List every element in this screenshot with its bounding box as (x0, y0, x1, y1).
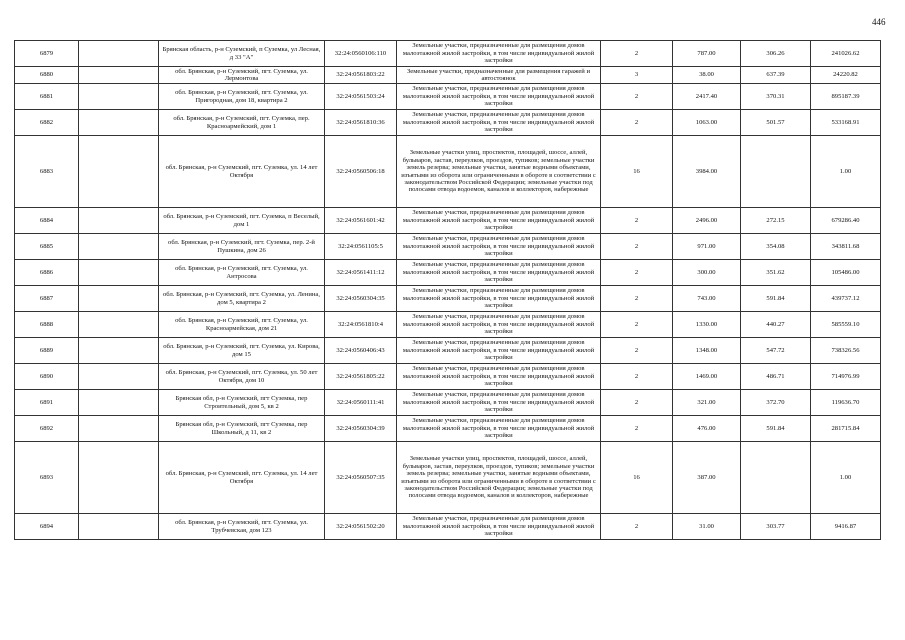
specific-value-cell: 591.84 (741, 286, 811, 312)
row-number-cell: 6883 (15, 136, 79, 208)
permitted-use-cell: Земельные участки, предназначенные для размещения домов малоэтажной жилой застройки, в том числе индивидуальной жилой застройки (397, 390, 601, 416)
table-row (15, 514, 881, 540)
table-row (15, 208, 881, 234)
area-cell: 1063.00 (673, 110, 741, 136)
area-cell: 300.00 (673, 260, 741, 286)
area-cell: 31.00 (673, 514, 741, 540)
area-cell: 787.00 (673, 41, 741, 67)
specific-value-cell: 306.26 (741, 41, 811, 67)
gap-cell (79, 364, 159, 390)
specific-value-cell: 272.15 (741, 208, 811, 234)
specific-value-cell: 486.71 (741, 364, 811, 390)
permitted-use-cell: Земельные участки улиц, проспектов, площадей, шоссе, аллей, бульваров, застав, переулков, проездов, тупиков; земельные участки земель резерва; земельные участки, занятые водными объектами, изъятыми из оборота или ограниченными в обороте в соответствии с законодательством Российской Федерации; земельные участки под полосами отвода водоемов, каналов и коллекторов, набережные (397, 442, 601, 514)
gap-cell (79, 390, 159, 416)
permitted-use-cell: Земельные участки, предназначенные для размещения домов малоэтажной жилой застройки, в том числе индивидуальной жилой застройки (397, 234, 601, 260)
gap-cell (79, 208, 159, 234)
permitted-use-cell: Земельные участки, предназначенные для размещения домов малоэтажной жилой застройки, в том числе индивидуальной жилой застройки (397, 110, 601, 136)
permitted-use-cell: Земельные участки, предназначенные для размещения домов малоэтажной жилой застройки, в том числе индивидуальной жилой застройки (397, 514, 601, 540)
gap-cell (79, 312, 159, 338)
use-group-cell: 2 (601, 312, 673, 338)
use-group-cell: 16 (601, 136, 673, 208)
permitted-use-cell: Земельные участки, предназначенные для размещения домов малоэтажной жилой застройки, в том числе индивидуальной жилой застройки (397, 286, 601, 312)
address-cell: обл. Брянская, р-н Суземский, пгт. Суземка, ул. Ленина, дом 5, квартира 2 (159, 286, 325, 312)
cadastral-value-table (14, 40, 881, 540)
address-cell: обл. Брянская, р-н Суземский, пгт. Суземка, пер. 2-й Пушкина, дом 26 (159, 234, 325, 260)
table-row (15, 67, 881, 84)
row-number-cell: 6888 (15, 312, 79, 338)
use-group-cell: 2 (601, 390, 673, 416)
table-row (15, 41, 881, 67)
cadastral-value-cell: 281715.84 (811, 416, 881, 442)
cadastral-number-cell: 32:24:0560304:35 (325, 286, 397, 312)
cadastral-number-cell: 32:24:0561803:22 (325, 67, 397, 84)
area-cell: 743.00 (673, 286, 741, 312)
page-number: 446 (872, 17, 886, 27)
use-group-cell: 2 (601, 84, 673, 110)
specific-value-cell: 547.72 (741, 338, 811, 364)
cadastral-number-cell: 32:24:0560106:110 (325, 41, 397, 67)
row-number-cell: 6885 (15, 234, 79, 260)
cadastral-number-cell: 32:24:0560506:18 (325, 136, 397, 208)
cadastral-number-cell: 32:24:0560111:41 (325, 390, 397, 416)
area-cell: 387.00 (673, 442, 741, 514)
use-group-cell: 2 (601, 286, 673, 312)
address-cell: обл. Брянская, р-н Суземский, пгт. Суземка, ул. Лермонтова (159, 67, 325, 84)
row-number-cell: 6881 (15, 84, 79, 110)
row-number-cell: 6889 (15, 338, 79, 364)
row-number-cell: 6884 (15, 208, 79, 234)
cadastral-value-cell: 1.00 (811, 136, 881, 208)
permitted-use-cell: Земельные участки, предназначенные для размещения домов малоэтажной жилой застройки, в том числе индивидуальной жилой застройки (397, 84, 601, 110)
area-cell: 476.00 (673, 416, 741, 442)
gap-cell (79, 41, 159, 67)
cadastral-value-cell: 533168.91 (811, 110, 881, 136)
use-group-cell: 2 (601, 514, 673, 540)
cadastral-value-cell: 439737.12 (811, 286, 881, 312)
specific-value-cell: 354.08 (741, 234, 811, 260)
row-number-cell: 6880 (15, 67, 79, 84)
row-number-cell: 6879 (15, 41, 79, 67)
specific-value-cell (741, 442, 811, 514)
permitted-use-cell: Земельные участки, предназначенные для размещения домов малоэтажной жилой застройки, в том числе индивидуальной жилой застройки (397, 260, 601, 286)
specific-value-cell: 370.31 (741, 84, 811, 110)
table-row (15, 442, 881, 514)
cadastral-number-cell: 32:24:0561810:36 (325, 110, 397, 136)
cadastral-number-cell: 32:24:0561503:24 (325, 84, 397, 110)
table-row (15, 286, 881, 312)
area-cell: 2496.00 (673, 208, 741, 234)
area-cell: 1348.00 (673, 338, 741, 364)
table-row (15, 364, 881, 390)
address-cell: обл. Брянская, р-н Суземский, пгт. Суземка, ул. 14 лет Октября (159, 442, 325, 514)
permitted-use-cell: Земельные участки, предназначенные для размещения домов малоэтажной жилой застройки, в том числе индивидуальной жилой застройки (397, 338, 601, 364)
specific-value-cell: 591.84 (741, 416, 811, 442)
permitted-use-cell: Земельные участки, предназначенные для размещения домов малоэтажной жилой застройки, в том числе индивидуальной жилой застройки (397, 41, 601, 67)
gap-cell (79, 514, 159, 540)
specific-value-cell (741, 136, 811, 208)
gap-cell (79, 234, 159, 260)
specific-value-cell: 637.39 (741, 67, 811, 84)
use-group-cell: 2 (601, 260, 673, 286)
table-row (15, 84, 881, 110)
area-cell: 3984.00 (673, 136, 741, 208)
gap-cell (79, 338, 159, 364)
use-group-cell: 2 (601, 338, 673, 364)
cadastral-value-cell: 679286.40 (811, 208, 881, 234)
use-group-cell: 2 (601, 110, 673, 136)
cadastral-value-cell: 714976.99 (811, 364, 881, 390)
use-group-cell: 2 (601, 41, 673, 67)
address-cell: обл. Брянская, р-н Суземский, пгт. Суземка, ул. Трубчевская, дом 123 (159, 514, 325, 540)
area-cell: 1469.00 (673, 364, 741, 390)
address-cell: Брянская область, р-н Суземский, п Суземка, ул Лесная, д 33 "А" (159, 41, 325, 67)
address-cell: обл. Брянская, р-н Суземский, пгт. Суземка, ул. Пригородная, дом 18, квартира 2 (159, 84, 325, 110)
cadastral-number-cell: 32:24:0561805:22 (325, 364, 397, 390)
row-number-cell: 6892 (15, 416, 79, 442)
table-row (15, 416, 881, 442)
cadastral-value-cell: 24220.82 (811, 67, 881, 84)
cadastral-value-cell: 119636.70 (811, 390, 881, 416)
gap-cell (79, 67, 159, 84)
table-row (15, 338, 881, 364)
cadastral-value-cell: 105486.00 (811, 260, 881, 286)
gap-cell (79, 110, 159, 136)
row-number-cell: 6891 (15, 390, 79, 416)
permitted-use-cell: Земельные участки, предназначенные для размещения гаражей и автостоянок (397, 67, 601, 84)
row-number-cell: 6882 (15, 110, 79, 136)
address-cell: обл. Брянская, р-н Суземский, пгт. Суземка, ул. Антросова (159, 260, 325, 286)
cadastral-value-cell: 9416.87 (811, 514, 881, 540)
cadastral-value-cell: 895187.39 (811, 84, 881, 110)
row-number-cell: 6890 (15, 364, 79, 390)
table-row (15, 312, 881, 338)
row-number-cell: 6894 (15, 514, 79, 540)
use-group-cell: 16 (601, 442, 673, 514)
permitted-use-cell: Земельные участки, предназначенные для размещения домов малоэтажной жилой застройки, в том числе индивидуальной жилой застройки (397, 208, 601, 234)
specific-value-cell: 351.62 (741, 260, 811, 286)
table-row (15, 260, 881, 286)
row-number-cell: 6886 (15, 260, 79, 286)
table-body (15, 41, 881, 540)
permitted-use-cell: Земельные участки, предназначенные для размещения домов малоэтажной жилой застройки, в том числе индивидуальной жилой застройки (397, 416, 601, 442)
use-group-cell: 3 (601, 67, 673, 84)
specific-value-cell: 501.57 (741, 110, 811, 136)
cadastral-number-cell: 32:24:0560406:43 (325, 338, 397, 364)
permitted-use-cell: Земельные участки, предназначенные для размещения домов малоэтажной жилой застройки, в том числе индивидуальной жилой застройки (397, 364, 601, 390)
address-cell: обл. Брянская, р-н Суземский, пгт. Суземка, п Веселый, дом 1 (159, 208, 325, 234)
gap-cell (79, 442, 159, 514)
specific-value-cell: 372.70 (741, 390, 811, 416)
area-cell: 321.00 (673, 390, 741, 416)
cadastral-value-cell: 738326.56 (811, 338, 881, 364)
address-cell: обл. Брянская, р-н Суземский, пгт. Суземка, ул. Красноармейская, дом 21 (159, 312, 325, 338)
use-group-cell: 2 (601, 234, 673, 260)
use-group-cell: 2 (601, 364, 673, 390)
area-cell: 971.00 (673, 234, 741, 260)
use-group-cell: 2 (601, 208, 673, 234)
table-row (15, 234, 881, 260)
address-cell: обл. Брянская, р-н Суземский, пгт. Суземка, ул. 50 лет Октября, дом 10 (159, 364, 325, 390)
cadastral-value-cell: 585559.10 (811, 312, 881, 338)
use-group-cell: 2 (601, 416, 673, 442)
gap-cell (79, 286, 159, 312)
address-cell: Брянская обл, р-н Суземский, пгт Суземка, пер Строительный, дом 5, кв 2 (159, 390, 325, 416)
cadastral-number-cell: 32:24:0561810:4 (325, 312, 397, 338)
gap-cell (79, 416, 159, 442)
cadastral-number-cell: 32:24:0561411:12 (325, 260, 397, 286)
area-cell: 2417.40 (673, 84, 741, 110)
cadastral-value-cell: 343811.68 (811, 234, 881, 260)
area-cell: 1330.00 (673, 312, 741, 338)
cadastral-number-cell: 32:24:0561601:42 (325, 208, 397, 234)
cadastral-number-cell: 32:24:0561502:20 (325, 514, 397, 540)
gap-cell (79, 260, 159, 286)
row-number-cell: 6893 (15, 442, 79, 514)
table-row (15, 136, 881, 208)
permitted-use-cell: Земельные участки улиц, проспектов, площадей, шоссе, аллей, бульваров, застав, переулков, проездов, тупиков; земельные участки земель резерва; земельные участки, занятые водными объектами, изъятыми из оборота или ограниченными в обороте в соответствии с законодательством Российской Федерации; земельные участки под полосами отвода водоемов, каналов и коллекторов, набережные (397, 136, 601, 208)
cadastral-value-cell: 1.00 (811, 442, 881, 514)
specific-value-cell: 303.77 (741, 514, 811, 540)
address-cell: обл. Брянская, р-н Суземский, пгт. Суземка, ул. 14 лет Октября (159, 136, 325, 208)
cadastral-number-cell: 32:24:0560507:35 (325, 442, 397, 514)
specific-value-cell: 440.27 (741, 312, 811, 338)
address-cell: обл. Брянская, р-н Суземский, пгт. Суземка, пер. Красноармейский, дом 1 (159, 110, 325, 136)
address-cell: Брянская обл, р-н Суземский, пгт Суземка, пер Школьный, д 11, кв 2 (159, 416, 325, 442)
permitted-use-cell: Земельные участки, предназначенные для размещения домов малоэтажной жилой застройки, в том числе индивидуальной жилой застройки (397, 312, 601, 338)
address-cell: обл. Брянская, р-н Суземский, пгт. Суземка, ул. Кирова, дом 15 (159, 338, 325, 364)
gap-cell (79, 136, 159, 208)
table-row (15, 390, 881, 416)
cadastral-number-cell: 32:24:0561105:5 (325, 234, 397, 260)
cadastral-number-cell: 32:24:0560304:39 (325, 416, 397, 442)
area-cell: 38.00 (673, 67, 741, 84)
gap-cell (79, 84, 159, 110)
row-number-cell: 6887 (15, 286, 79, 312)
cadastral-value-cell: 241026.62 (811, 41, 881, 67)
table-row (15, 110, 881, 136)
